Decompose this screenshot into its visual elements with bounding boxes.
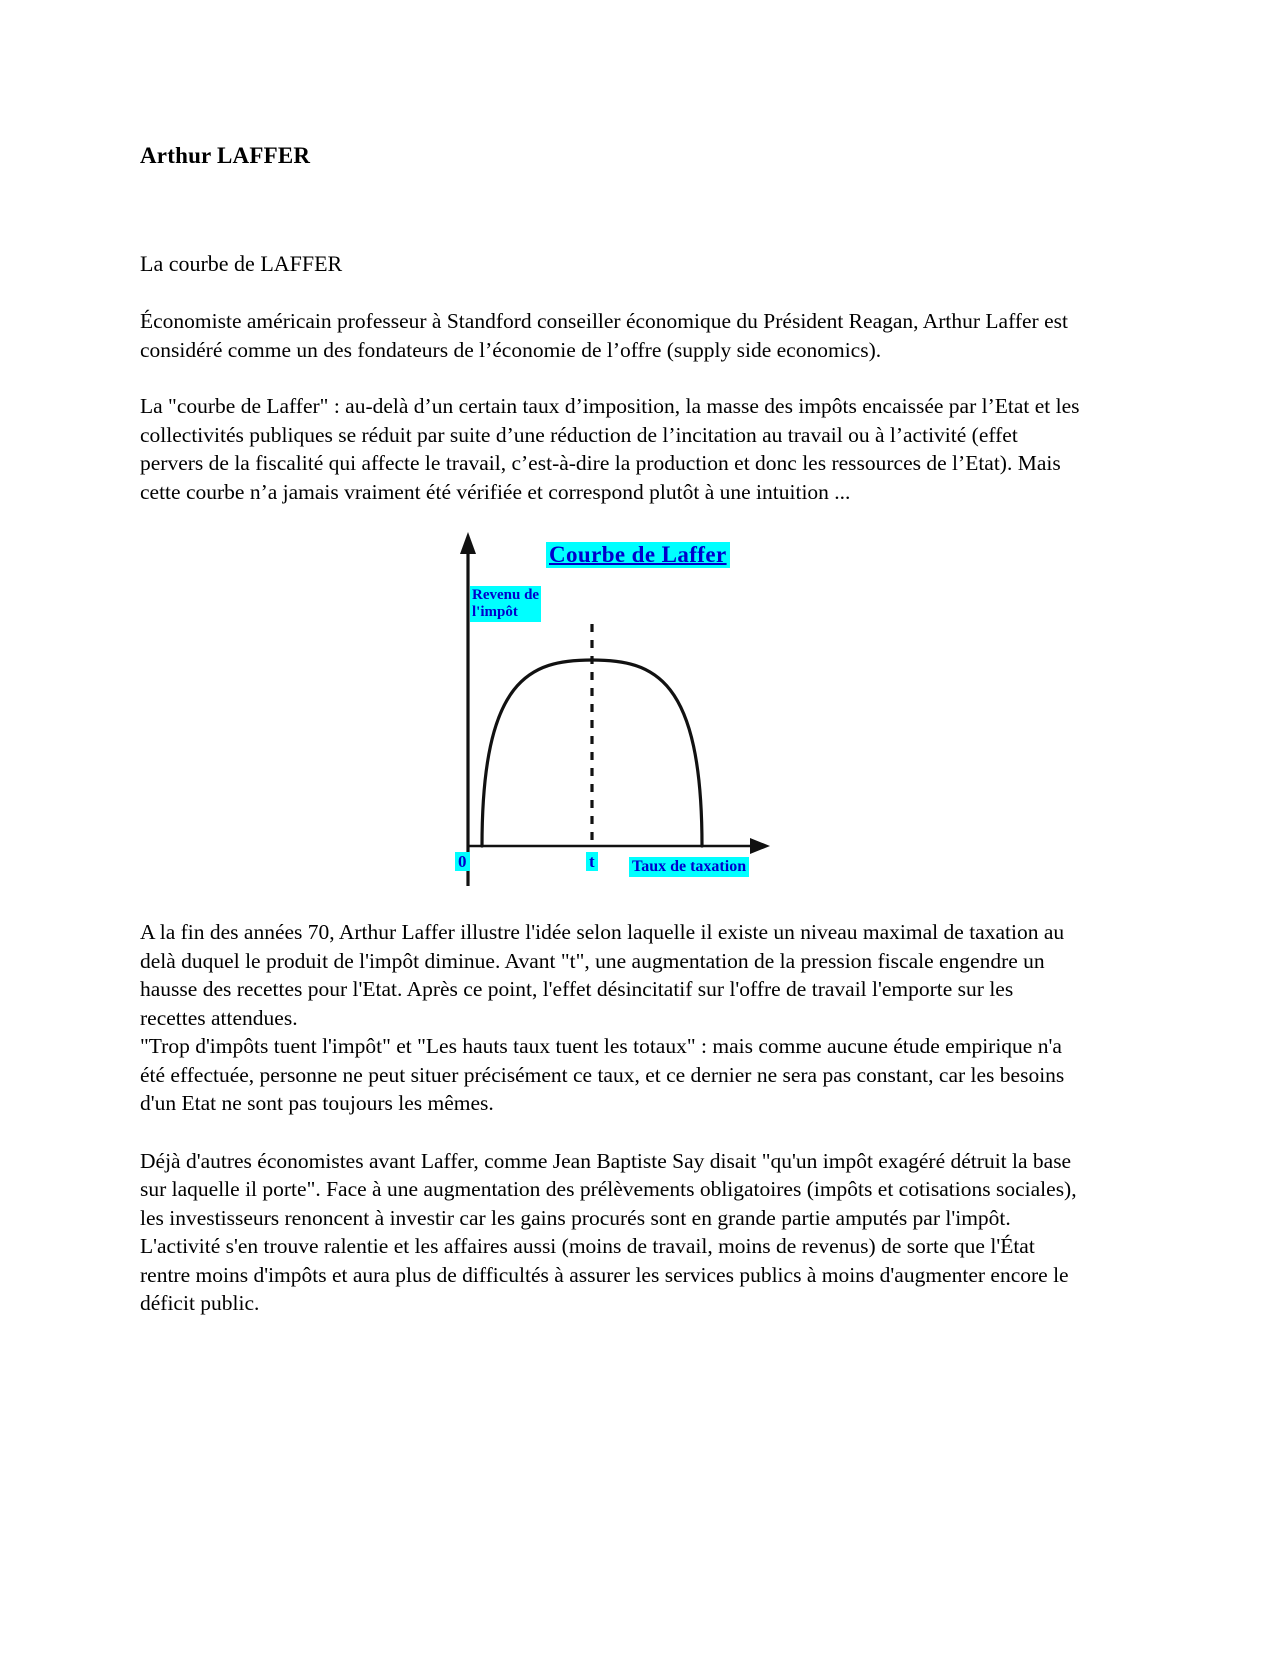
chart-area — [440, 528, 780, 898]
document-content — [140, 0, 1080, 1318]
paragraph-intro: Économiste américain professeur à Standford conseiller économique du Président Reagan, Arthur Laffer est considéré comme un des fondateurs de l’économie de l’offre (supply side economics). — [140, 309, 1068, 362]
x-axis — [468, 838, 770, 854]
page-title: Arthur LAFFER — [140, 143, 311, 168]
paragraph-curve-definition: La "courbe de Laffer" : au-delà d’un certain taux d’imposition, la masse des impôts encaissée par l’Etat et les collectivités publiques se réduit par suite d’une réduction de l’incitation au travail ou à l’activité (effet pervers de la fiscalité qui affecte le travail, c’est-à-dire la production et donc les ressources de l’Etat). Mais cette courbe n’a jamais vraiment été vérifiée et correspond plutôt à une intuition ... — [140, 394, 1080, 504]
paragraph-quotes: "Trop d'impôts tuent l'impôt" et "Les hauts taux tuent les totaux" : mais comme aucune étude empirique n'a été effectuée, personne ne peut situer précisément ce taux, et ce dernier ne sera pas constant, car les besoins d'un Etat ne sont pas toujours les mêmes. — [140, 1034, 1065, 1115]
paragraph-say-reference: Déjà d'autres économistes avant Laffer, comme Jean Baptiste Say disait "qu'un impôt exagéré détruit la base sur laquelle il porte". Face à une augmentation des prélèvements obligatoires (impôts et cotisations sociales), les investisseurs renoncent à investir car les gains procurés sont en grande partie amputés par l'impôt. L'activité s'en trouve ralentie et les affaires aussi (moins de travail, moins de revenus) de sorte que l'État rentre moins d'impôts et aura plus de difficultés à assurer les services publics à moins d'augmenter encore le déficit public. — [140, 1148, 1077, 1315]
y-axis-label-line-1: Revenu de — [472, 587, 540, 603]
y-axis-label-line-2: l'impôt — [472, 603, 518, 620]
laffer-chart-svg — [440, 528, 780, 898]
chart-x-axis-label: Taux de taxation — [629, 857, 749, 877]
chart-origin-label: 0 — [455, 852, 470, 871]
chart-peak-label: t — [586, 852, 598, 871]
chart-y-axis-label — [470, 586, 541, 622]
chart-title: Courbe de Laffer — [546, 542, 730, 568]
laffer-curve-figure — [140, 528, 1080, 918]
document-subtitle: La courbe de LAFFER — [140, 251, 343, 276]
paragraph-laffer-illustration: A la fin des années 70, Arthur Laffer illustre l'idée selon laquelle il existe un niveau maximal de taxation au delà duquel le produit de l'impôt diminue. Avant "t", une augmentation de la pression fiscale engendre un hausse des recettes pour l'Etat. Après ce point, l'effet désincitatif sur l'offre de travail l'emporte sur les recettes attendues. — [140, 920, 1065, 1030]
